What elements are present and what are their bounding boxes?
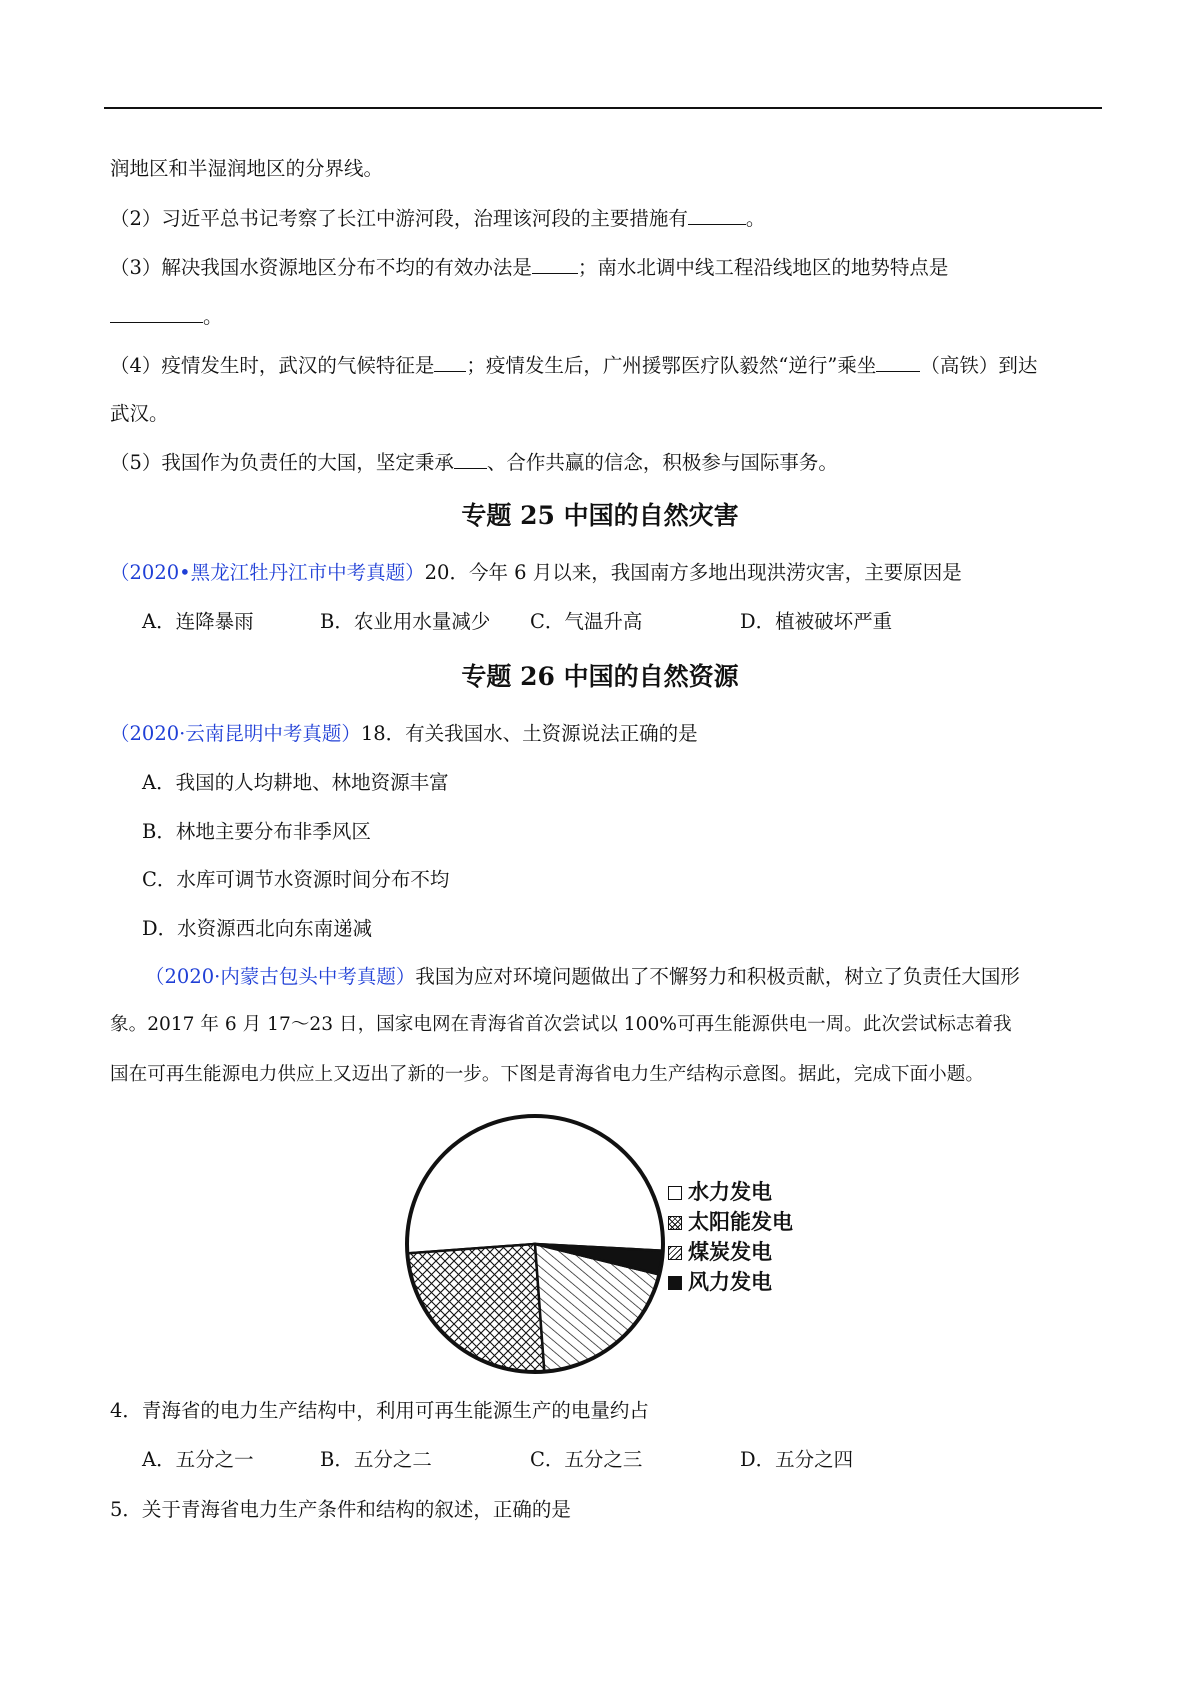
diagonal-swatch-icon <box>668 1246 682 1260</box>
answer-blank[interactable] <box>454 452 487 469</box>
option-c[interactable]: C．五分之三 <box>530 1448 643 1471</box>
option-d[interactable]: D．植被破坏严重 <box>740 610 893 633</box>
question-5-text: （5）我国作为负责任的大国，坚定秉承 、合作共赢的信念，积极参与国际事务。 <box>110 451 838 474</box>
option-b[interactable]: B．农业用水量减少 <box>320 610 491 633</box>
legend-item: 太阳能发电 <box>668 1206 793 1236</box>
legend-item: 煤炭发电 <box>668 1236 772 1266</box>
topic-25-heading: 专题 25 中国的自然灾害 <box>461 501 739 530</box>
passage-line: 象。2017 年 6 月 17～23 日，国家电网在青海省首次尝试以 100%可再生能源供电一周。此次尝试标志着我 <box>110 1014 1012 1035</box>
passage-line: 国在可再生能源电力供应上又迈出了新的一步。下图是青海省电力生产结构示意图。据此，完成下面小题。 <box>110 1064 984 1085</box>
power-structure-pie-chart <box>400 1108 670 1380</box>
option-b[interactable]: B．林地主要分布非季风区 <box>142 820 371 843</box>
option-a[interactable]: A．连降暴雨 <box>142 610 254 633</box>
option-d[interactable]: D．水资源西北向东南递减 <box>142 917 373 940</box>
source-tag: （2020·云南昆明中考真题） <box>110 722 361 745</box>
option-d[interactable]: D．五分之四 <box>740 1448 854 1471</box>
legend-item: 风力发电 <box>668 1266 772 1296</box>
passage-line: （2020·内蒙古包头中考真题）我国为应对环境问题做出了不懈努力和积极贡献，树立了负责任大国形 <box>145 965 1020 988</box>
source-tag: （2020·内蒙古包头中考真题） <box>145 965 416 988</box>
text-line: 润地区和半湿润地区的分界线。 <box>110 157 384 180</box>
header-rule <box>104 107 1102 109</box>
crosshatch-swatch-icon <box>668 1216 682 1230</box>
question-2: （2）习近平总书记考察了长江中游河段，治理该河段的主要措施有 。 <box>110 207 766 230</box>
source-tag: （2020•黑龙江牡丹江市中考真题） <box>110 561 425 584</box>
text-line: 武汉。 <box>110 402 169 425</box>
question-4-text: （4）疫情发生时，武汉的气候特征是 ；疫情发生后，广州援鄂医疗队毅然“逆行”乘坐 （高铁）到达 <box>110 354 1038 377</box>
option-c[interactable]: C．水库可调节水资源时间分布不均 <box>142 868 450 891</box>
topic-26-heading: 专题 26 中国的自然资源 <box>461 662 739 691</box>
answer-blank[interactable] <box>876 355 920 372</box>
question-5: 5．关于青海省电力生产条件和结构的叙述，正确的是 <box>110 1498 571 1521</box>
topic-26-question: （2020·云南昆明中考真题）18．有关我国水、土资源说法正确的是 <box>110 722 698 745</box>
option-a[interactable]: A．我国的人均耕地、林地资源丰富 <box>142 771 449 794</box>
pie-slice-0 <box>407 1116 663 1253</box>
answer-blank[interactable] <box>434 355 466 372</box>
option-a[interactable]: A．五分之一 <box>142 1448 254 1471</box>
option-b[interactable]: B．五分之二 <box>320 1448 432 1471</box>
legend-item: 水力发电 <box>668 1176 772 1206</box>
text-line: 。 <box>110 306 223 327</box>
topic-25-question: （2020•黑龙江牡丹江市中考真题）20．今年 6 月以来，我国南方多地出现洪涝灾害，主要原因是 <box>110 561 962 584</box>
answer-blank[interactable] <box>532 257 578 274</box>
answer-blank[interactable] <box>688 208 746 225</box>
option-c[interactable]: C．气温升高 <box>530 610 643 633</box>
question-4: 4．青海省的电力生产结构中，利用可再生能源生产的电量约占 <box>110 1399 649 1422</box>
pie-slice-1 <box>407 1244 544 1372</box>
white-swatch-icon <box>668 1186 682 1200</box>
black-swatch-icon <box>668 1276 682 1290</box>
question-3: （3）解决我国水资源地区分布不均的有效办法是 ；南水北调中线工程沿线地区的地势特点是 <box>110 256 949 279</box>
answer-blank[interactable] <box>110 306 203 323</box>
